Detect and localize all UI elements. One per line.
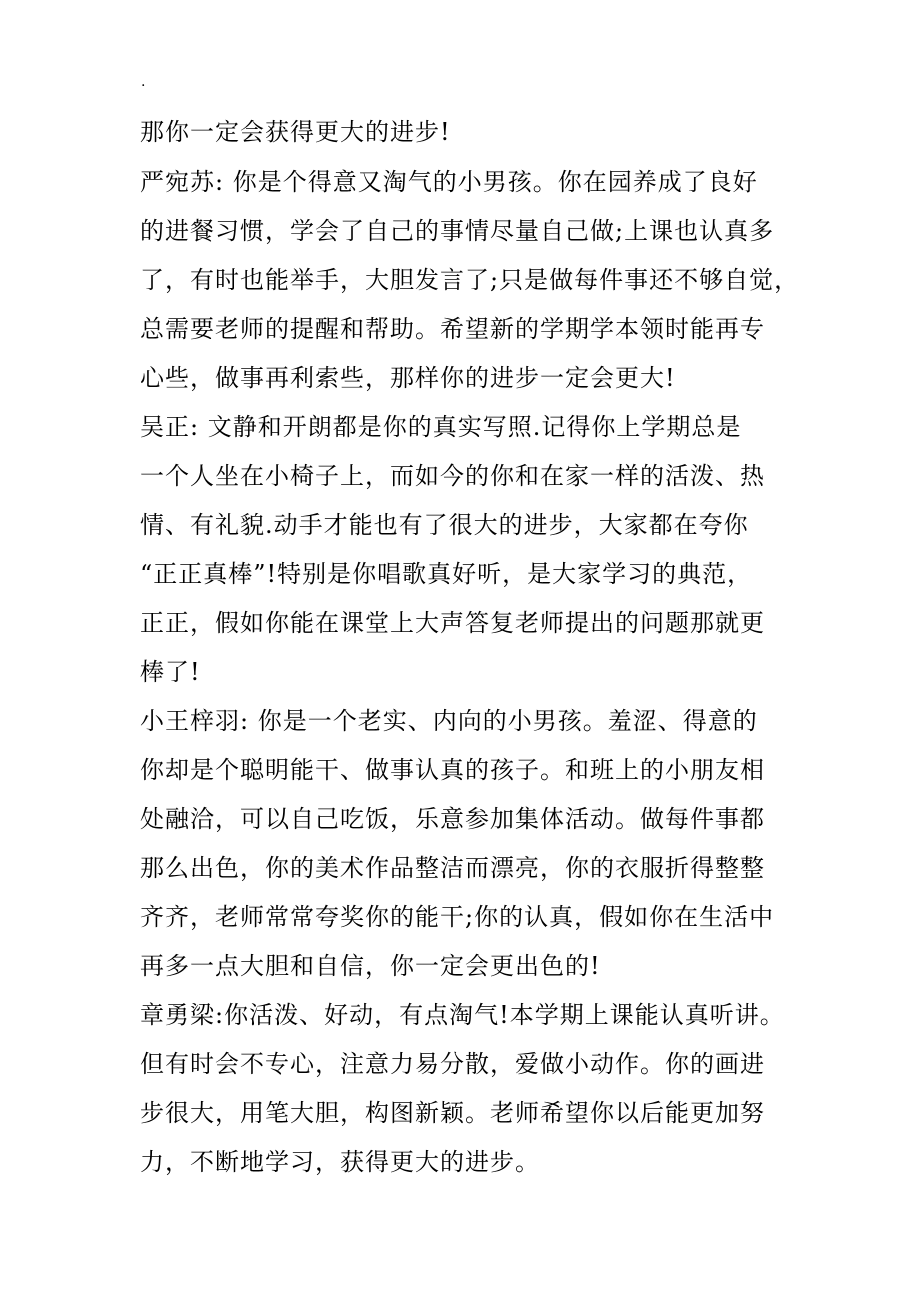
text-line: “正正真棒”!特别是你唱歌真好听，是大家学习的典范， [140, 560, 753, 588]
text-line: 心些，做事再利索些，那样你的进步一定会更大! [140, 364, 676, 392]
text-line: 总需要老师的提醒和帮助。希望新的学期学本领时能再专 [140, 315, 765, 343]
text-line: 那么出色，你的美术作品整洁而漂亮，你的衣服折得整整 [140, 854, 765, 882]
text-line: 小王梓羽: 你是一个老实、内向的小男孩。羞涩、得意的 [140, 707, 758, 735]
text-line: 但有时会不专心，注意力易分散，爱做小动作。你的画进 [140, 1050, 765, 1078]
text-line: 的进餐习惯，学会了自己的事情尽量自己做;上课也认真多 [140, 217, 775, 245]
text-line: 齐齐，老师常常夸奖你的能干;你的认真，假如你在生活中 [140, 903, 775, 931]
text-line: 严宛苏: 你是个得意又淘气的小男孩。你在园养成了良好 [140, 168, 758, 196]
text-line: 再多一点大胆和自信，你一定会更出色的! [140, 952, 601, 980]
text-line: 你却是个聪明能干、做事认真的孩子。和班上的小朋友相 [140, 756, 765, 784]
text-line: 章勇梁:你活泼、好动，有点淘气!本学期上课能认真听讲。 [140, 1001, 785, 1029]
text-line: 情、有礼貌.动手才能也有了很大的进步，大家都在夸你 [140, 511, 749, 539]
page-marker: . [141, 74, 146, 90]
text-line: 正正，假如你能在课堂上大声答复老师提出的问题那就更 [140, 609, 765, 637]
text-line: 那你一定会获得更大的进步! [140, 118, 451, 146]
text-line: 力，不断地学习，获得更大的进步。 [140, 1148, 540, 1176]
text-line: 吴正: 文静和开朗都是你的真实写照.记得你上学期总是 [140, 413, 742, 441]
text-line: 了，有时也能举手，大胆发言了;只是做每件事还不够自觉， [140, 266, 800, 294]
text-line: 棒了! [140, 658, 201, 686]
text-line: 步很大，用笔大胆，构图新颖。老师希望你以后能更加努 [140, 1099, 765, 1127]
text-line: 一个人坐在小椅子上，而如今的你和在家一样的活泼、热 [140, 462, 765, 490]
text-line: 处融洽，可以自己吃饭，乐意参加集体活动。做每件事都 [140, 805, 765, 833]
